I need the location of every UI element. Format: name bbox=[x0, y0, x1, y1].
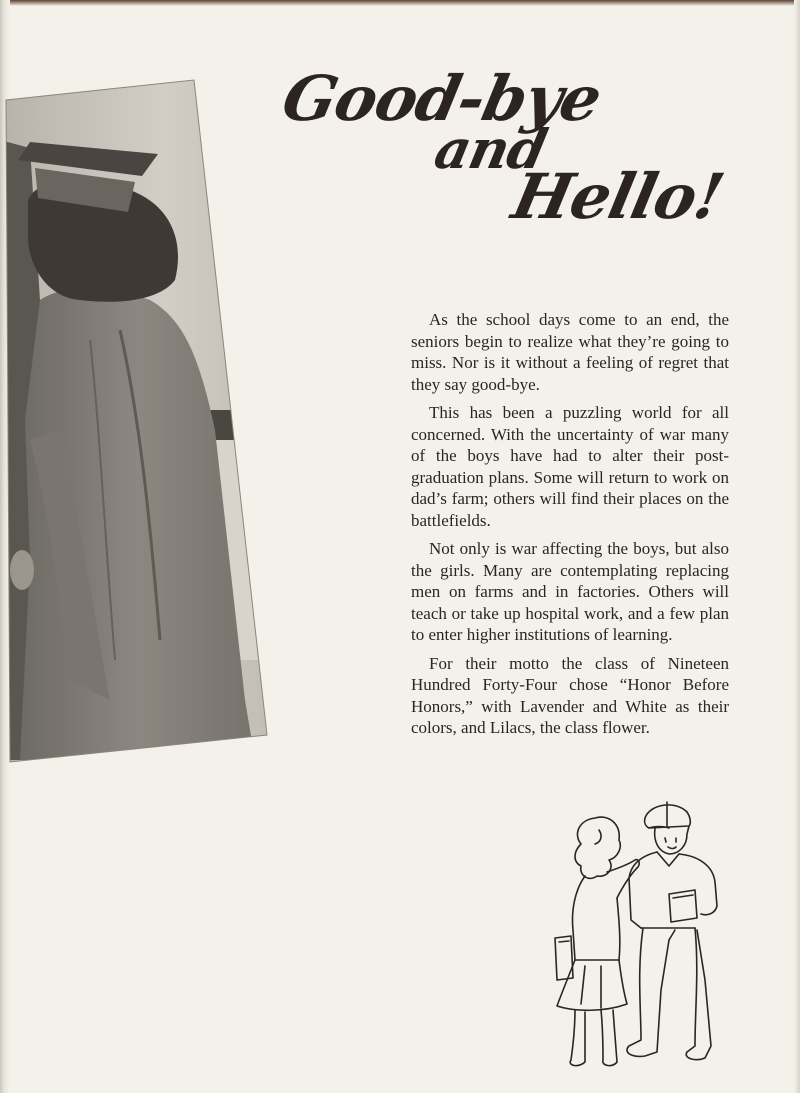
paragraph: For their motto the class of Nineteen Hundred Forty-Four chose “Honor Before Honors,” with Lavender and White as their colors, and Lilacs, the class flower. bbox=[411, 653, 729, 737]
title-and: and bbox=[429, 117, 552, 181]
paragraph: This has been a puzzling world for all concerned. With the uncertainty of war many of the boys have had to alter their post-graduation plans. Some will return to work on dad’s farm; others will find their places on the battlefields. bbox=[411, 403, 729, 530]
article-body bbox=[411, 309, 729, 746]
students-illustration bbox=[545, 790, 735, 1080]
title-hello: Hello! bbox=[506, 160, 730, 233]
title-good-bye: Good-bye bbox=[276, 62, 608, 135]
paragraph: As the school days come to an end, the seniors begin to realize what they’re going to miss. Nor is it without a feeling of regret that they say good-bye. bbox=[411, 310, 729, 394]
paragraph: Not only is war affecting the boys, but also the girls. Many are contemplating replacing men on farms and in factories. Others will teach or take up hospital work, and a few plan to enter higher institutions of learning. bbox=[411, 539, 729, 644]
